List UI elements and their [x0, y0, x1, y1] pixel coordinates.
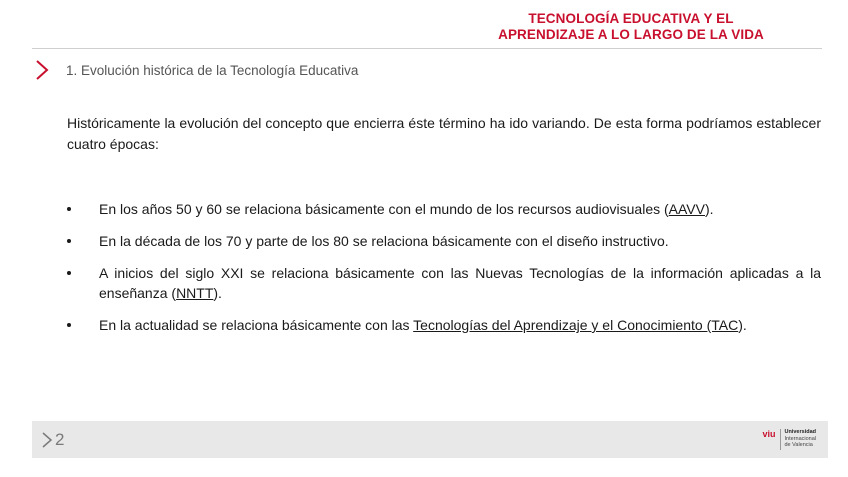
list-item-text: En los años 50 y 60 se relaciona básicamente con el mundo de los recursos audiovisuales (: [99, 201, 669, 217]
university-logo: [762, 429, 816, 450]
chevron-right-icon: [41, 430, 53, 450]
section-heading: [34, 58, 358, 82]
abbreviation-nntt: NNTT: [176, 285, 214, 301]
list-item-text: En la actualidad se relaciona básicamente con las: [99, 317, 414, 333]
list-item-suffix: ).: [704, 201, 714, 217]
bullet-icon: [67, 207, 71, 211]
footer-bar: [32, 421, 828, 458]
list-item-text: A inicios del siglo XXI se relaciona básicamente con las Nuevas Tecnologías de la información aplicadas a la enseñanza (: [99, 265, 821, 301]
logo-line-1: Universidad: [784, 429, 816, 435]
bullet-icon: [67, 271, 71, 275]
list-item-text: En la década de los 70 y parte de los 80 se relaciona básicamente con el diseño instructivo.: [99, 233, 669, 249]
intro-paragraph: Históricamente la evolución del concepto que encierra éste término ha ido variando. De esta forma podríamos establecer cuatro épocas:: [67, 115, 821, 152]
chevron-right-icon: [34, 59, 50, 81]
section-title: 1. Evolución histórica de la Tecnología Educativa: [66, 62, 359, 78]
header-divider: [32, 48, 822, 49]
document-title-line-2: APRENDIZAJE A LO LARGO DE LA VIDA: [498, 27, 764, 42]
list-item: [67, 199, 821, 219]
logo-divider: [780, 429, 781, 450]
document-title: [451, 11, 811, 43]
list-item: [67, 315, 821, 335]
page-number: 2: [55, 429, 65, 449]
term-tac: Tecnologías del Aprendizaje y el Conocimiento (TAC: [413, 317, 739, 333]
logo-text: [785, 429, 817, 449]
slide-content: [67, 113, 821, 347]
list-item-suffix: ).: [738, 317, 747, 333]
bullet-icon: [67, 239, 71, 243]
logo-mark: viu: [762, 429, 776, 439]
logo-line-3: de Valencia: [784, 442, 813, 448]
bullet-icon: [67, 323, 71, 327]
logo-line-2: Internacional: [784, 435, 816, 442]
abbreviation-aavv: AAVV: [668, 201, 705, 217]
list-item: [67, 231, 821, 251]
list-item-suffix: ).: [213, 285, 222, 301]
epochs-list: [67, 199, 821, 335]
list-item: [67, 263, 821, 303]
document-title-line-1: TECNOLOGÍA EDUCATIVA Y EL: [528, 11, 734, 26]
